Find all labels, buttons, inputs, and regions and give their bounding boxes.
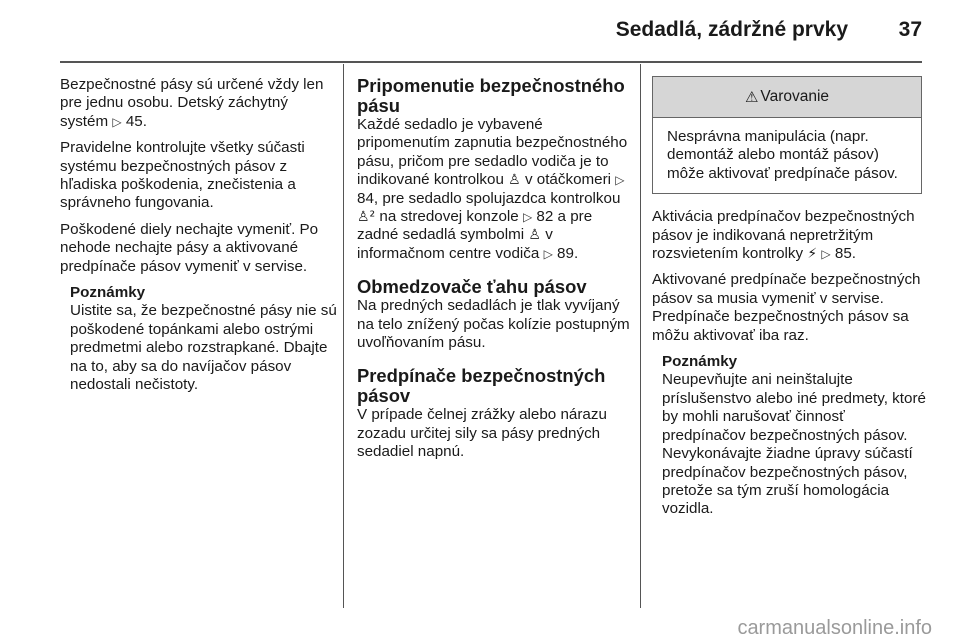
triangle-right-icon: ▷ [522,210,533,225]
watermark: carmanualsonline.info [737,617,932,639]
warning-box [652,76,922,194]
note-title: Poznámky [70,284,146,302]
page-ref-link[interactable]: 85. [834,245,856,263]
column-divider-1 [343,64,344,608]
column-divider-2 [640,64,641,608]
note-box [662,353,926,519]
column-2 [357,76,633,462]
page-title: Sedadlá, zádržné prvky [615,18,848,41]
column-3 [652,76,926,519]
seatbelt-reminder-icon: ♙ [508,172,521,189]
pretensioner-warning-icon: ⚡ [807,246,818,263]
section-heading: Obmedzovače ťahu pásov [357,276,587,298]
note-text: Neupevňujte ani neinštalujte príslušenstvo alebo iné predmety, ktoré by mohli narušovať činnosť predpínačov bezpečnostných pásov. Nevykonávajte žiadne úpravy súčastí predpínačov bezpečnostných pásov, pretože sa tým zruší homologácia vozidla. [662,371,926,518]
seatbelt-passenger-icon: ♙² [357,209,376,226]
paragraph: Poškodené diely nechajte vymeniť. Po nehode nechajte pásy a aktivované predpínače pásov vymeniť v servise. [60,220,319,275]
warning-text: Nesprávna manipulácia (napr. demontáž alebo montáž pásov) môže aktivovať predpínače pásov. [667,128,898,182]
triangle-right-icon: ▷ [112,114,122,129]
paragraph: Bezpečnostné pásy sú určené vždy len pre jednu osobu. Detský záchytný systém ▷ 45. [60,76,324,130]
section-heading: Pripomenutie bezpečnostného pásu [357,75,625,116]
page-number: 37 [898,18,922,41]
triangle-right-icon: ▷ [821,247,831,262]
page-ref-link[interactable]: 84, pre sedadlo spolujazdca kontrolkou [357,189,621,207]
section-heading: Predpínače bezpečnostných pásov [357,365,606,407]
paragraph: Pravidelne kontrolujte všetky súčasti systému bezpečnostných pásov z hľadiska poškodenia, znečistenia a správneho fungovania. [60,139,305,212]
paragraph: Na predných sedadlách je tlak vyvíjaný na telo znížený počas kolízie postupným uvoľňovaním pásu. [357,297,630,352]
page-ref-link[interactable]: 82 a pre zadné sedadlá symbolmi [357,208,593,244]
paragraph: V prípade čelnej zrážky alebo nárazu zozadu určitej sily sa pásy predných sedadiel napnú. [357,406,607,461]
note-title: Poznámky [662,353,738,371]
paragraph: Každé sedadlo je vybavené pripomenutím zapnutia bezpečnostného pásu, pričom pre sedadlo vodiča je to indikované kontrolkou ♙ v otáčkomeri ▷ 84, pre sedadlo spolujazdca kontrolkou ♙² na stredovej konzole ▷ 82 a pre zadné sedadlá symbolmi ♙ v informačnom centre vodiča ▷ 89. [357,116,628,262]
warning-body [653,118,921,193]
seatbelt-reminder-icon: ♙ [528,227,541,244]
warning-header [653,77,921,118]
paragraph: Aktivované predpínače bezpečnostných pásov sa musia vymeniť v servise. Predpínače bezpečnostných pásov sa môžu aktivovať iba raz. [652,271,921,344]
note-box [70,284,338,394]
warning-triangle-icon: ⚠ [744,87,759,106]
header-divider [60,61,922,63]
column-1 [60,76,338,395]
note-text: Uistite sa, že bezpečnostné pásy nie sú poškodené topánkami alebo ostrými predmetmi alebo rozstrapkané. Dbajte na to, aby sa do navíjačov pásov nedostali nečistoty. [70,302,337,394]
page-ref-link[interactable]: 89. [557,244,579,262]
paragraph: Aktivácia predpínačov bezpečnostných pásov je indikovaná nepretržitým rozsvietením kontrolky ⚡ ▷ 85. [652,208,915,263]
page-ref-link[interactable]: 45. [125,112,147,130]
triangle-right-icon: ▷ [543,246,553,261]
warning-title: Varovanie [760,87,830,105]
triangle-right-icon: ▷ [615,173,625,188]
